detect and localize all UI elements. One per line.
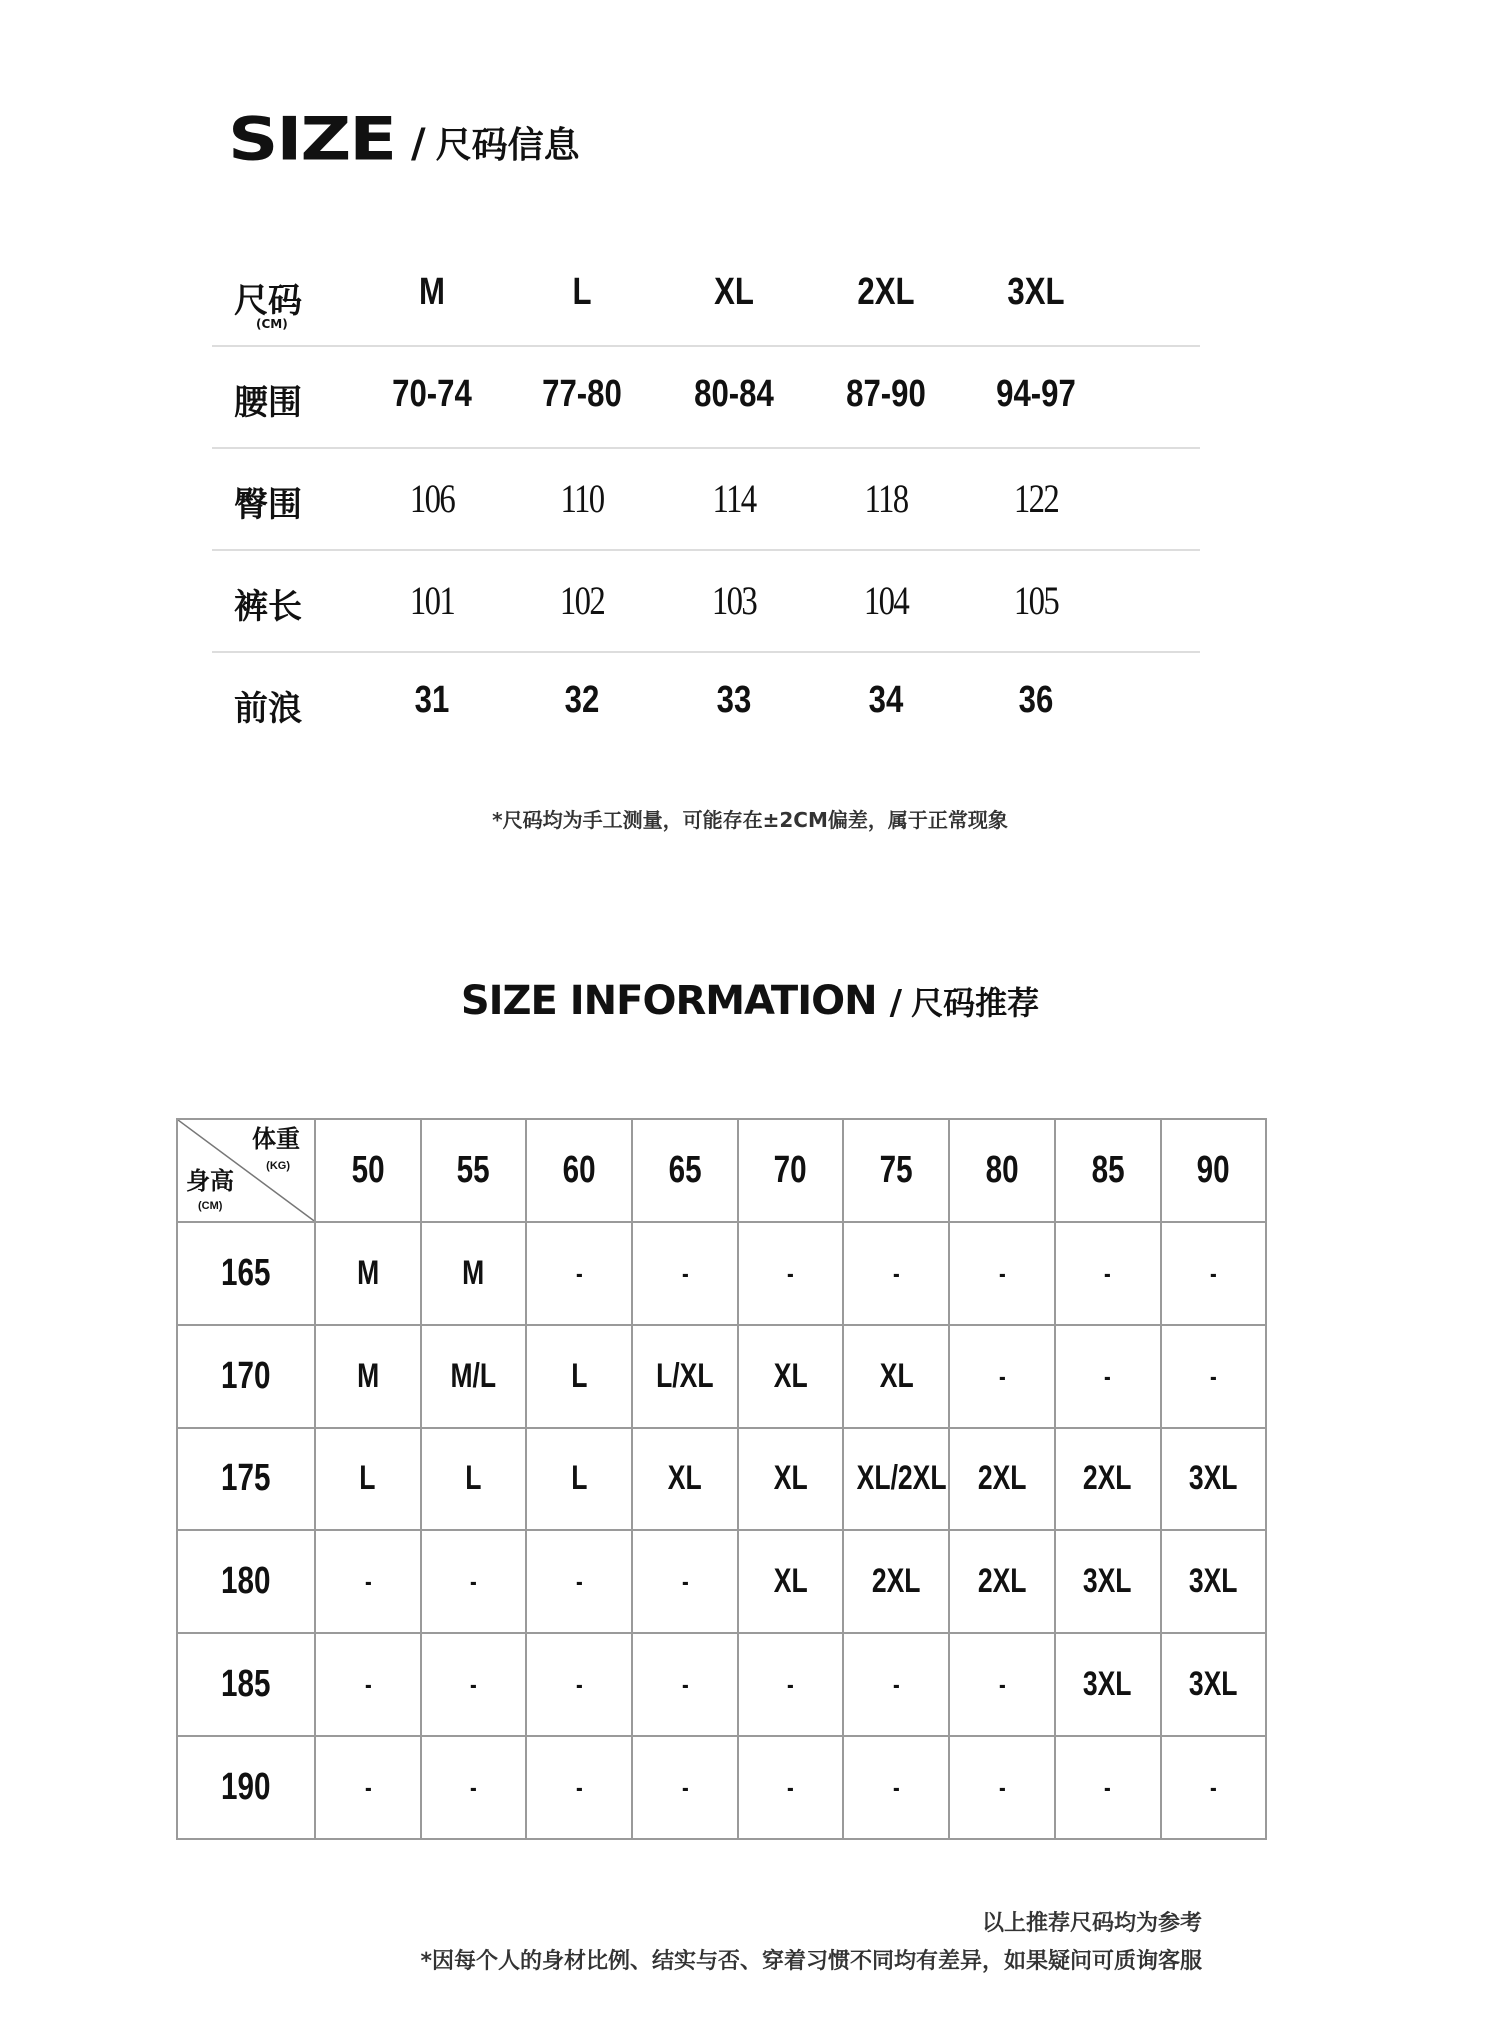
recommended-size: -: [1209, 1772, 1217, 1803]
corner-header-cell: [177, 1119, 315, 1222]
weight-header-cell: [1161, 1119, 1267, 1222]
measurement-value-cell: 36: [1018, 679, 1054, 721]
recommended-size: L: [359, 1459, 376, 1498]
measurement-note: *尺码均为手工测量，可能存在±2CM偏差，属于正常现象: [492, 808, 1008, 832]
size-recommendation-cell: [843, 1325, 949, 1428]
height-row: [177, 1736, 1266, 1839]
size-recommendation-cell: [421, 1325, 527, 1428]
weight-header-cell: [526, 1119, 632, 1222]
height-row: [177, 1530, 1266, 1633]
size-recommend-heading: [0, 978, 1500, 1024]
recommended-size: 3XL: [1083, 1562, 1132, 1601]
weight-value: 90: [1196, 1148, 1230, 1191]
size-recommendation-cell: [1055, 1736, 1161, 1839]
recommended-size: 2XL: [977, 1459, 1027, 1498]
recommendation-table: [176, 1118, 1267, 1840]
weight-header-cell: [738, 1119, 844, 1222]
size-recommendation-cell: [1161, 1530, 1267, 1633]
heading-slash: /: [889, 983, 903, 1023]
size-recommendation-cell: [949, 1530, 1055, 1633]
weight-value: 75: [879, 1148, 913, 1191]
weight-header-row: [177, 1119, 1266, 1222]
size-recommendation-cell: [526, 1530, 632, 1633]
heading-slash: /: [411, 121, 426, 167]
measurement-value-cell: 105: [1013, 578, 1059, 623]
measurement-value-cell: 87-90: [846, 373, 926, 415]
measurement-value-cell: 122: [1013, 476, 1059, 521]
recommended-size: XL: [773, 1562, 808, 1601]
recommended-size: -: [787, 1669, 794, 1700]
recommended-size: XL/2XL: [857, 1459, 948, 1498]
size-recommendation-cell: [1161, 1633, 1267, 1736]
recommended-size: XL: [773, 1459, 808, 1498]
size-recommendation-cell: [949, 1222, 1055, 1325]
measurement-value-cell: 110: [560, 476, 604, 521]
recommended-size: -: [681, 1257, 689, 1288]
size-recommendation-cell: [1055, 1633, 1161, 1736]
recommended-size: -: [787, 1257, 794, 1288]
size-recommendation-cell: [738, 1633, 844, 1736]
heading-size-word: SIZE: [228, 104, 396, 174]
recommended-size: -: [470, 1566, 477, 1597]
recommended-size: -: [892, 1669, 900, 1700]
size-recommendation-cell: [1161, 1325, 1267, 1428]
height-row: [177, 1222, 1266, 1325]
recommended-size: 3XL: [1189, 1562, 1238, 1601]
recommended-size: 3XL: [1189, 1459, 1238, 1498]
size-recommendation-cell: [949, 1428, 1055, 1531]
height-axis-label: 身高: [186, 1168, 234, 1195]
weight-axis-label: 体重: [252, 1126, 300, 1153]
weight-value: 55: [457, 1148, 491, 1191]
weight-header-cell: [843, 1119, 949, 1222]
size-recommendation-cell: [421, 1222, 527, 1325]
recommended-size: -: [364, 1566, 372, 1597]
measurement-value-cell: 34: [868, 679, 904, 721]
size-recommendation-cell: [738, 1325, 844, 1428]
recommended-size: L: [571, 1459, 588, 1498]
height-row: [177, 1633, 1266, 1736]
height-value: 190: [221, 1766, 271, 1809]
size-recommendation-cell: [421, 1428, 527, 1531]
recommended-size: -: [470, 1669, 477, 1700]
size-recommendation-cell: [632, 1222, 738, 1325]
recommend-note-line2: *因每个人的身材比例、结实与否、穿着习惯不同均有差异，如果疑问可质询客服: [420, 1949, 1202, 1974]
height-value: 185: [221, 1663, 271, 1706]
recommended-size: -: [1104, 1772, 1112, 1803]
size-recommendation-cell: [949, 1633, 1055, 1736]
size-recommendation-grid: [176, 1118, 1266, 1840]
size-recommendation-cell: [1161, 1428, 1267, 1531]
size-recommendation-cell: [315, 1222, 421, 1325]
size-recommendation-cell: [526, 1325, 632, 1428]
size-recommendation-cell: [421, 1530, 527, 1633]
size-recommendation-cell: [315, 1633, 421, 1736]
height-header-cell: [177, 1428, 315, 1531]
recommended-size: M: [356, 1253, 379, 1292]
size-recommendation-cell: [526, 1428, 632, 1531]
height-row: [177, 1428, 1266, 1531]
measurement-value-cell: 31: [414, 679, 450, 721]
size-recommendation-cell: [843, 1633, 949, 1736]
measurement-value-cell: 103: [711, 578, 757, 623]
recommended-size: -: [998, 1257, 1006, 1288]
size-recommendation-cell: [632, 1325, 738, 1428]
recommended-size: -: [1209, 1257, 1217, 1288]
measurement-value-cell: 94-97: [996, 373, 1076, 415]
row-label: 腰围: [234, 383, 302, 423]
size-header-cell: 2XL: [857, 271, 915, 313]
measurement-value-cell: 33: [716, 679, 752, 721]
height-value: 165: [221, 1251, 271, 1294]
recommended-size: L: [571, 1356, 588, 1395]
height-value: 180: [221, 1560, 271, 1603]
size-recommendation-cell: [843, 1736, 949, 1839]
size-recommendation-cell: [526, 1736, 632, 1839]
recommended-size: -: [575, 1772, 583, 1803]
size-recommendation-cell: [1055, 1428, 1161, 1531]
size-recommendation-cell: [526, 1633, 632, 1736]
recommended-size: XL: [773, 1356, 808, 1395]
recommended-size: M/L: [450, 1356, 497, 1395]
recommended-size: 3XL: [1083, 1665, 1132, 1704]
weight-value: 85: [1091, 1148, 1125, 1191]
weight-unit-label: (KG): [266, 1160, 290, 1172]
measurement-header-row: [212, 245, 1200, 347]
heading-cn-title: 尺码信息: [435, 125, 580, 166]
size-header-cell: 3XL: [1007, 271, 1065, 313]
recommended-size: L/XL: [656, 1356, 714, 1395]
measurement-table: [212, 245, 1200, 753]
measurement-value-cell: 104: [863, 578, 909, 623]
size-recommendation-cell: [1161, 1736, 1267, 1839]
height-value: 175: [221, 1457, 271, 1500]
row-label: 裤长: [234, 587, 302, 627]
heading-size-information: SIZE INFORMATION: [460, 978, 877, 1024]
size-recommendation-cell: [738, 1530, 844, 1633]
size-recommendation-cell: [949, 1736, 1055, 1839]
size-recommendation-cell: [949, 1325, 1055, 1428]
measurement-row: [212, 653, 1200, 753]
size-recommendation-cell: [632, 1428, 738, 1531]
weight-header-cell: [421, 1119, 527, 1222]
height-header-cell: [177, 1222, 315, 1325]
measurement-value-cell: 102: [559, 578, 605, 623]
size-header-cell: XL: [714, 271, 754, 313]
height-header-cell: [177, 1325, 315, 1428]
measurement-value-cell: 70-74: [392, 373, 472, 415]
measurement-value-cell: 77-80: [542, 373, 622, 415]
recommended-size: -: [998, 1360, 1006, 1391]
size-recommendation-cell: [315, 1325, 421, 1428]
size-recommendation-cell: [738, 1222, 844, 1325]
measurement-row: [212, 449, 1200, 551]
size-recommendation-cell: [315, 1530, 421, 1633]
recommended-size: -: [681, 1772, 689, 1803]
measurement-value-cell: 114: [712, 476, 756, 521]
recommended-size: 2XL: [871, 1562, 921, 1601]
weight-header-cell: [632, 1119, 738, 1222]
size-recommendation-cell: [315, 1736, 421, 1839]
recommended-size: 3XL: [1189, 1665, 1238, 1704]
size-recommendation-cell: [421, 1633, 527, 1736]
weight-header-cell: [1055, 1119, 1161, 1222]
height-unit-label: (CM): [198, 1200, 223, 1212]
size-recommendation-cell: [843, 1428, 949, 1531]
recommended-size: L: [465, 1459, 482, 1498]
recommended-size: -: [787, 1772, 794, 1803]
height-header-cell: [177, 1633, 315, 1736]
size-header-cell: M: [419, 271, 445, 313]
size-recommendation-cell: [632, 1736, 738, 1839]
recommended-size: XL: [879, 1356, 914, 1395]
height-row: [177, 1325, 1266, 1428]
height-header-cell: [177, 1736, 315, 1839]
recommended-size: M: [356, 1356, 379, 1395]
size-recommendation-cell: [632, 1633, 738, 1736]
weight-value: 60: [562, 1148, 596, 1191]
row-label: 前浪: [234, 689, 302, 729]
measurement-value-cell: 32: [564, 679, 600, 721]
size-recommendation-cell: [738, 1428, 844, 1531]
size-recommendation-cell: [1055, 1222, 1161, 1325]
unit-label: (CM): [256, 317, 288, 331]
weight-value: 70: [774, 1148, 808, 1191]
recommend-note-line1: 以上推荐尺码均为参考: [981, 1911, 1202, 1936]
size-recommendation-cell: [315, 1428, 421, 1531]
size-column-label: 尺码: [234, 281, 302, 321]
size-recommendation-cell: [1055, 1530, 1161, 1633]
weight-header-cell: [949, 1119, 1055, 1222]
size-recommendation-cell: [738, 1736, 844, 1839]
size-recommendation-cell: [526, 1222, 632, 1325]
recommended-size: -: [1104, 1257, 1112, 1288]
recommended-size: -: [575, 1669, 583, 1700]
size-recommendation-cell: [1055, 1325, 1161, 1428]
size-recommendation-cell: [632, 1530, 738, 1633]
recommended-size: -: [892, 1772, 900, 1803]
heading-cn-title: 尺码推荐: [911, 984, 1040, 1022]
weight-value: 50: [351, 1148, 385, 1191]
recommended-size: -: [998, 1669, 1006, 1700]
recommended-size: -: [364, 1772, 372, 1803]
measurement-value-cell: 80-84: [694, 373, 774, 415]
size-recommendation-cell: [1161, 1222, 1267, 1325]
recommended-size: -: [1209, 1360, 1217, 1391]
recommended-size: XL: [667, 1459, 702, 1498]
recommended-size: -: [1104, 1360, 1112, 1391]
recommended-size: -: [575, 1257, 583, 1288]
measurement-value-cell: 106: [409, 476, 455, 521]
weight-value: 80: [985, 1148, 1019, 1191]
measurement-value-cell: 101: [409, 578, 455, 623]
row-label: 臀围: [234, 485, 302, 525]
recommended-size: 2XL: [1083, 1459, 1132, 1498]
measurement-row: [212, 551, 1200, 653]
recommended-size: -: [998, 1772, 1006, 1803]
size-header-cell: L: [572, 271, 592, 313]
size-recommendation-cell: [421, 1736, 527, 1839]
recommended-size: -: [892, 1257, 900, 1288]
recommended-size: M: [462, 1253, 485, 1292]
recommended-size: -: [575, 1566, 583, 1597]
size-recommendation-cell: [843, 1222, 949, 1325]
size-info-heading: [228, 92, 580, 174]
measurement-value-cell: 118: [864, 476, 908, 521]
recommended-size: -: [681, 1566, 689, 1597]
recommended-size: 2XL: [977, 1562, 1027, 1601]
height-header-cell: [177, 1530, 315, 1633]
height-value: 170: [221, 1354, 271, 1397]
size-recommendation-cell: [843, 1530, 949, 1633]
measurement-row: [212, 347, 1200, 449]
recommended-size: -: [470, 1772, 477, 1803]
weight-value: 65: [668, 1148, 702, 1191]
recommended-size: -: [681, 1669, 689, 1700]
weight-header-cell: [315, 1119, 421, 1222]
recommended-size: -: [364, 1669, 372, 1700]
